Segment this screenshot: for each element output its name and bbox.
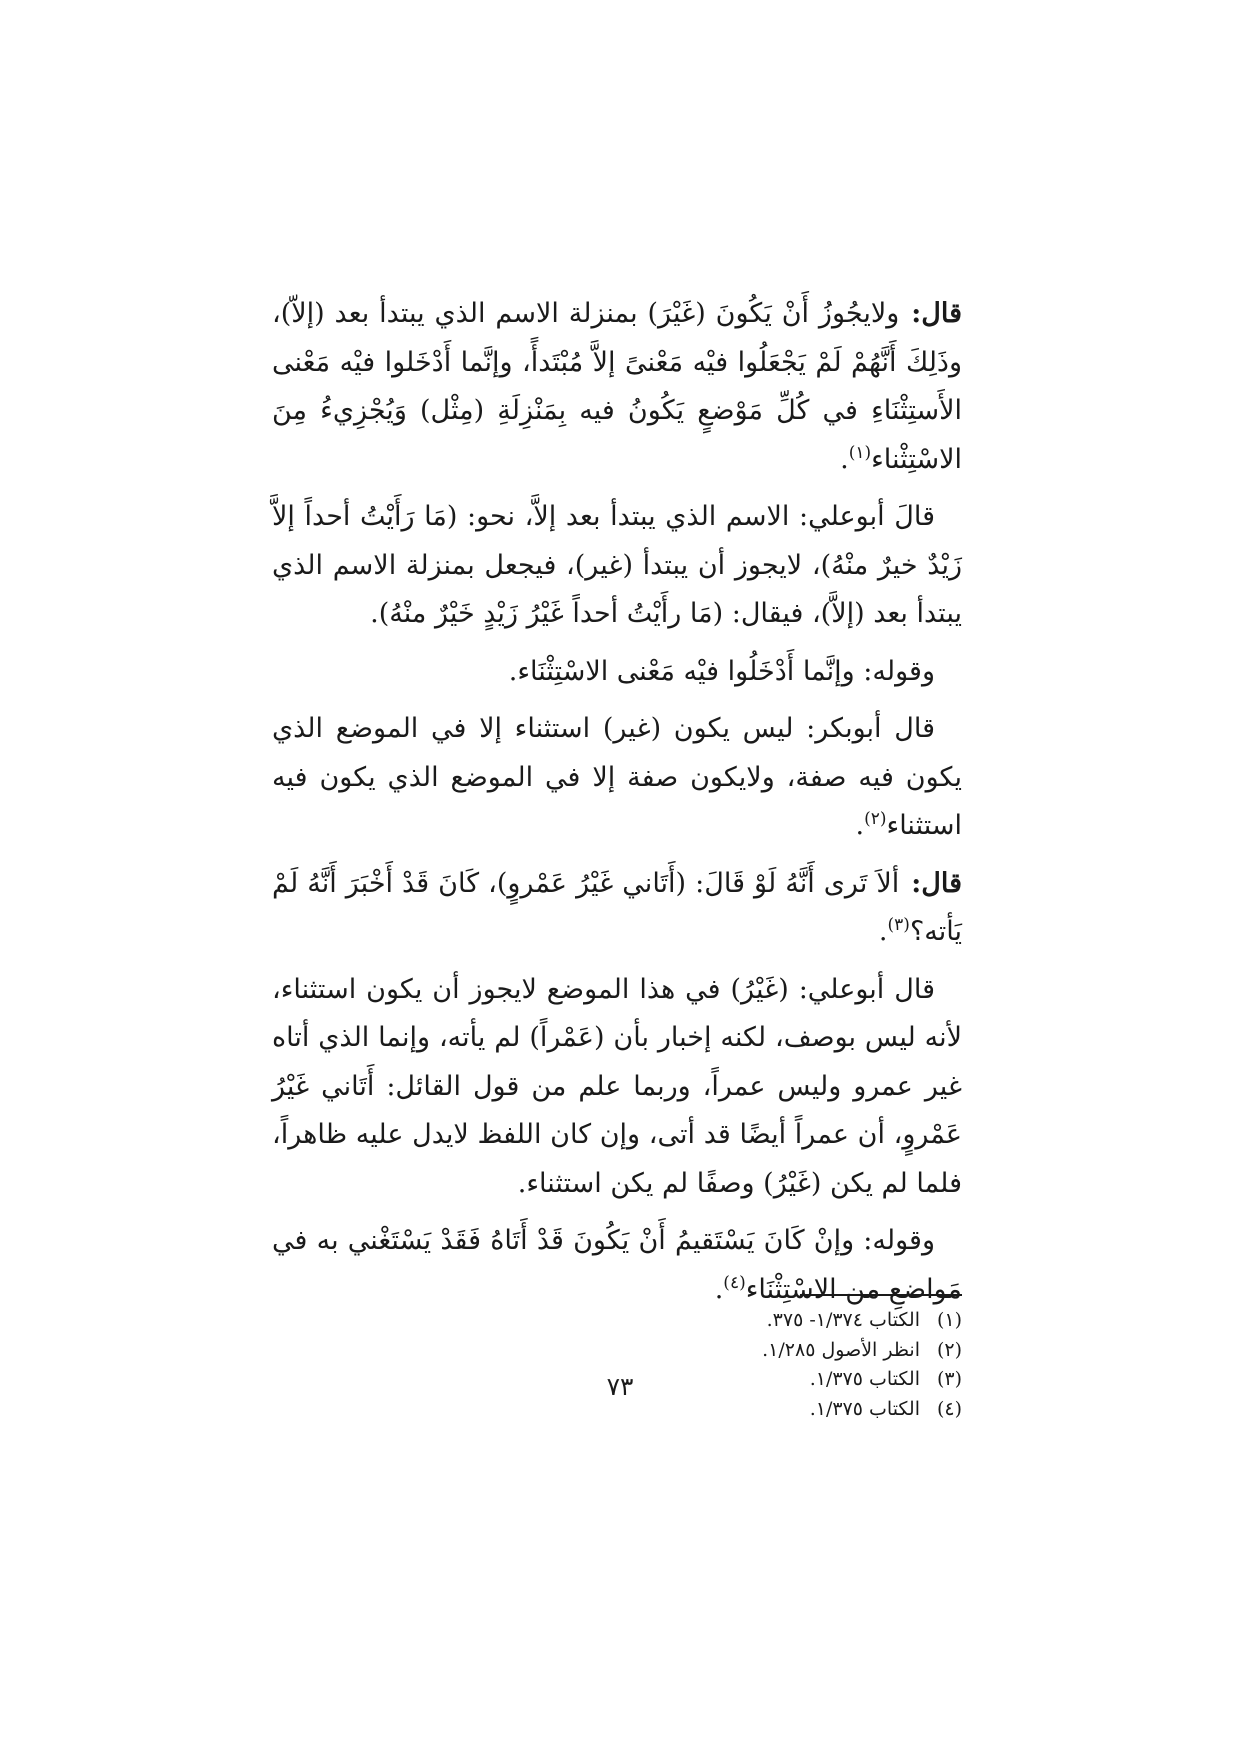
paragraph-7 (272, 1217, 962, 1314)
paragraph-text: وقوله: وإنْ كَانَ يَسْتَقيمُ أَنْ يَكُونَ قَدْ أَتَاهُ فَقَدْ يَسْتَغْني به في مَواضعِ من الاسْتِثْنَاء (272, 1225, 962, 1305)
paragraph-text: قال أبوعلي: (غَيْرُ) في هذا الموضع لايجوز أن يكون استثناء، لأنه ليس بوصف، لكنه إخبار بأن (عَمْراً) لم يأته، وإنما الذي أتاه غير عمرو وليس عمراً، وربما علم من قول القائل: أَتَاني غَيْرُ عَمْروٍ، أن عمراً أيضًا قد أتى، وإن كان اللفظ لايدل عليه ظاهراً، فلما لم يكن (غَيْرُ) وصفًا لم يكن استثناء. (272, 973, 962, 1199)
footnote-number: (٣) (936, 1368, 962, 1390)
speaker-label: قال: (911, 298, 962, 329)
paragraph-text: قالَ أبوعلي: الاسم الذي يبتدأ بعد إلاَّ، نحو: (مَا رَأَيْتُ أحداً إلاَّ زَيْدٌ خيرٌ منْهُ)، لايجوز أن يبتدأ (غير)، فيجعل بمنزلة الاسم الذي يبتدأ بعد (إلاَّ)، فيقال: (مَا رأَيْتُ أحداً غَيْرُ زَيْدٍ خَيْرٌ منْهُ). (272, 501, 962, 629)
footnote-ref: (٢) (864, 809, 887, 829)
footnote-item (560, 1306, 962, 1336)
paragraph-tail: . (714, 1273, 724, 1305)
footnote-text: انظر الأصول ١/٢٨٥. (762, 1338, 920, 1361)
footnote-text: الكتاب ١/٣٧٤- ٣٧٥. (766, 1309, 920, 1331)
paragraph-text: قال أبوبكر: ليس يكون (غير) استثناء إلا في الموضع الذي يكون فيه صفة، ولايكون صفة إلا في الموضع الذي يكون فيه استثناء (272, 713, 962, 841)
footnote-text: الكتاب ١/٣٧٥. (809, 1397, 920, 1420)
paragraph-text: ولايجُوزُ أَنْ يَكُونَ (غَيْرَ) بمنزلة الاسم الذي يبتدأ بعد (إلاّ)، وذَلِكَ أَنَّهُمْ لَمْ يَجْعَلُوا فيْه مَعْنىً إلاَّ مُبْتَدأً، وإنَّما أَدْخَلوا فيْه مَعْنى الأَستِثْنَاءِ في كُلِّ مَوْضعٍ يَكُونُ فيه بِمَنْزِلَةِ (مِثْل) وَيُجْزِيءُ مِنَ الاسْتِثْناء (272, 298, 962, 475)
paragraph-text: وقوله: وإنَّما أَدْخَلُوا فيْه مَعْنى الاسْتِثْنَاء. (508, 655, 935, 687)
paragraph-2 (272, 493, 962, 639)
footnote-divider (800, 1294, 962, 1296)
page-number: ٧٣ (606, 1372, 634, 1401)
paragraph-6 (272, 966, 962, 1209)
footnote-ref: (٤) (723, 1272, 746, 1293)
footnote-ref: (١) (848, 442, 872, 463)
paragraph-tail: . (855, 810, 865, 841)
footnote-number: (٤) (936, 1397, 962, 1420)
paragraph-tail: . (878, 916, 888, 947)
paragraph-5 (272, 860, 962, 957)
footnote-number: (٢) (936, 1338, 962, 1361)
speaker-label: قال: (911, 867, 962, 899)
footnote-item (560, 1336, 962, 1366)
paragraph-4 (272, 705, 962, 851)
footnotes (560, 1306, 962, 1424)
paragraph-3 (272, 648, 962, 697)
main-text (272, 290, 962, 1323)
footnote-ref: (٣) (887, 915, 910, 935)
paragraph-tail: . (840, 443, 849, 475)
paragraph-1 (272, 290, 962, 484)
paragraph-text: ألاَ تَرى أَنَّهُ لَوْ قَالَ: (أَتَاني غَيْرُ عَمْروٍ)، كَانَ قَدْ أَخْبَرَ أَنَّهُ لَمْ يَأته؟ (272, 867, 962, 947)
footnote-number: (١) (936, 1309, 962, 1331)
footnote-text: الكتاب ١/٣٧٥. (809, 1368, 920, 1390)
